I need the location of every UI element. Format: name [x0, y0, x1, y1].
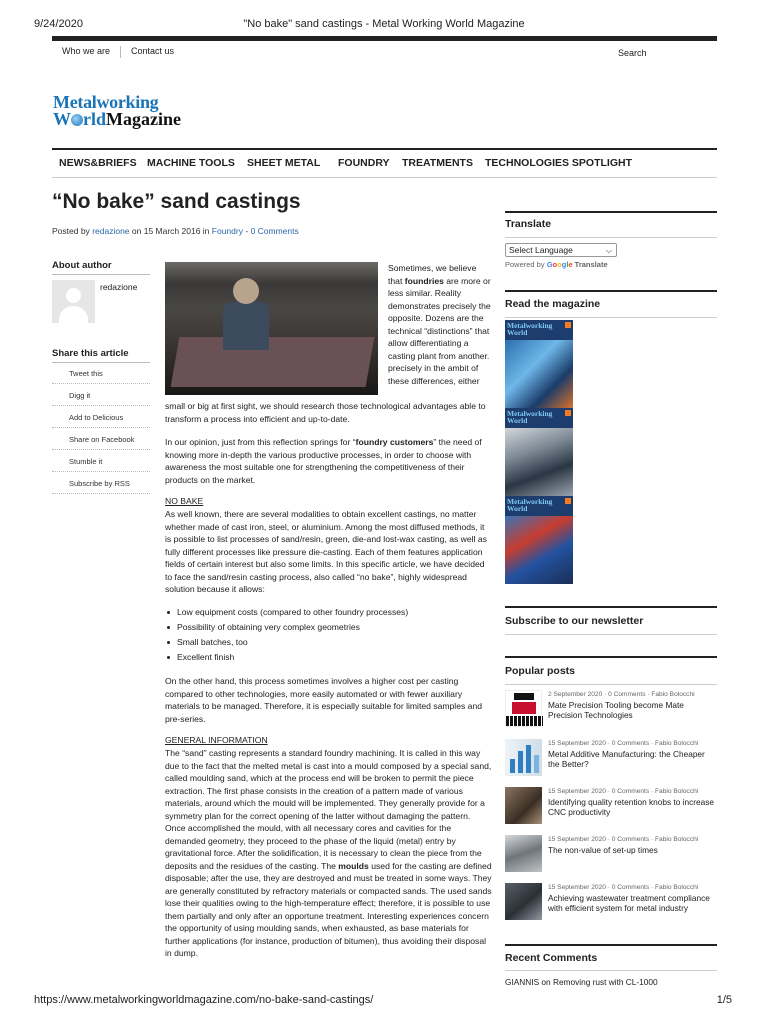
magazine-cover-3[interactable]: Metalworking World: [505, 496, 573, 584]
post-meta: 15 September 2020 · 0 Comments · Fabio Bolocchi: [548, 836, 699, 843]
powered-by-google: Powered by Google Translate: [505, 260, 608, 269]
print-page-number: 1/5: [716, 994, 732, 1006]
intro-text-continued: small or big at first sight, we should research those technological advantages able to transform a process into efficient and up-to-date.: [165, 401, 486, 424]
nav-foundry[interactable]: FOUNDRY: [338, 157, 390, 169]
nav-treatments[interactable]: TREATMENTS: [402, 157, 473, 169]
share-rss[interactable]: Subscribe by RSS: [52, 472, 150, 494]
article-photo: [165, 262, 378, 395]
post-title[interactable]: Mate Precision Tooling become Mate Precision Technologies: [548, 700, 684, 720]
article-title: “No bake” sand castings: [52, 190, 301, 213]
magazine-heading: Read the magazine: [505, 298, 601, 310]
popular-post-5[interactable]: [505, 883, 717, 921]
magazine-cover-2[interactable]: Metalworking World: [505, 408, 573, 496]
post-thumbnail: [505, 883, 542, 920]
popular-top-bar: [505, 656, 717, 658]
advantages-list: [165, 607, 492, 667]
print-title: "No bake" sand castings - Metal Working World Magazine: [243, 18, 525, 30]
byline-category-link[interactable]: Foundry: [211, 226, 243, 236]
recent-top-bar: [505, 944, 717, 946]
popular-heading: Popular posts: [505, 665, 576, 677]
share-facebook[interactable]: Share on Facebook: [52, 428, 150, 450]
recent-comment-item[interactable]: GIANNIS on Removing rust with CL-1000: [505, 977, 658, 987]
share-tweet[interactable]: Tweet this: [52, 362, 150, 384]
logo-line2: W rldMagazine: [53, 109, 181, 129]
newsletter-top-bar: [505, 606, 717, 608]
translate-heading: Translate: [505, 218, 552, 230]
share-list: [52, 362, 150, 494]
recent-divider: [505, 970, 717, 971]
print-url: https://www.metalworkingworldmagazine.com/no-bake-sand-castings/: [34, 994, 374, 1006]
magazine-top-bar: [505, 290, 717, 292]
topnav-contact-us[interactable]: Contact us: [131, 46, 175, 56]
popular-post-3[interactable]: [505, 787, 717, 825]
mainnav-bottom-border: [52, 177, 717, 178]
popular-post-4[interactable]: [505, 835, 717, 873]
post-meta: 15 September 2020 · 0 Comments · Fabio Bolocchi: [548, 740, 699, 747]
newsletter-divider: [505, 634, 717, 635]
post-thumbnail: [505, 787, 542, 824]
recent-comments-heading: Recent Comments: [505, 952, 598, 964]
general-information-paragraph: The “sand” casting represents a standard foundry machining. It is called in this way due to the fact that the melted metal is cast into a mould composed by a special sand, called moulding sand, which at the process end will be broken to permit the piece extraction. The first phase consists in the creation of a pattern made of various materials, around which the mould will be implemented. They generally provide for a symmetry plan for the correct opening of the latter without damaging the pattern. Once accomplished the mould, with all necessary cores and cavities for the demanded geometry, they proceed to the phase of the liquid (metal) entry by gravitational force. After the solidification, it is necessary to clean the piece from the deposits and the residues of the casting. The moulds used for the casting are defined disposable; after the use, they are destroyed and must be treated in some ways. They are generally constituted by refractory materials or compacted sands. The used sands lose their qualities owing to the high-temperature effect; therefore, it is possible to use them partially and only after an opportune treatment. Interesting experiences concern the opportunity of using moulding sands, when exhausted, as base materials for further applications (for instance, production of bitumen), thus avoiding their disposal in dump.: [165, 748, 492, 958]
newsletter-heading[interactable]: Subscribe to our newsletter: [505, 615, 644, 627]
popular-divider: [505, 684, 717, 685]
topnav-who-we-are[interactable]: Who we are: [62, 46, 111, 56]
post-meta: 2 September 2020 · 0 Comments · Fabio Bolocchi: [548, 691, 695, 698]
nav-machine-tools[interactable]: MACHINE TOOLS: [147, 157, 235, 169]
nobake-paragraph: As well known, there are several modalities to obtain excellent castings, no matter whether made of cast iron, steel, or aluminium. Among the most diffused methods, it is possible to list processes of sand/resin, green, die-and lost-wax casting, as well as fully different processes like pressure die-casting. Each of them features application fields of certain interest but also some limits. In this specific article, we have decided to face the sand/resin casting process, also called “no bake”, highly widespread solution because it allows:: [165, 509, 487, 594]
translate-divider: [505, 237, 717, 238]
print-date: 9/24/2020: [34, 18, 83, 30]
popular-post-1[interactable]: [505, 690, 717, 728]
share-digg[interactable]: Digg it: [52, 384, 150, 406]
share-delicious[interactable]: Add to Delicious: [52, 406, 150, 428]
mainnav-top-border: [52, 148, 717, 150]
translate-top-bar: [505, 211, 717, 213]
list-item: Low equipment costs (compared to other foundry processes): [165, 607, 492, 622]
topbar-line: [52, 36, 717, 41]
list-item: Excellent finish: [165, 652, 492, 667]
paragraph-costs: On the other hand, this process sometimes involves a higher cost per casting compared to other technologies, more easily automated or with fewer auxiliary materials to be managed. Therefore, it is especially suitable for limited samples and pre-series.: [165, 676, 483, 724]
byline-author-link[interactable]: redazione: [92, 226, 130, 236]
share-heading: Share this article: [52, 348, 129, 359]
intro-text: Sometimes, we believe that foundries are more or less similar. Reality demonstrates precisely the opposite. Dozens are the technical “distinctions” that allow differentiating a casting plant from another. precisely in the ambit of these differences, either: [388, 263, 491, 386]
post-thumbnail: [505, 739, 542, 776]
author-name[interactable]: redazione: [100, 282, 138, 292]
general-information-heading: GENERAL INFORMATION: [165, 735, 268, 745]
author-avatar: [52, 280, 95, 323]
magazine-divider: [505, 317, 717, 318]
top-nav: [52, 46, 184, 58]
post-thumbnail: [505, 690, 542, 727]
language-select[interactable]: Select Language ⌵: [505, 243, 617, 257]
nav-sheet-metal[interactable]: SHEET METAL: [247, 157, 321, 169]
logo-line1: Metalworking: [53, 92, 159, 112]
search-link[interactable]: Search: [618, 48, 647, 58]
nav-news-briefs[interactable]: NEWS&BRIEFS: [59, 157, 137, 169]
post-meta: 15 September 2020 · 0 Comments · Fabio Bolocchi: [548, 884, 699, 891]
list-item: Possibility of obtaining very complex geometries: [165, 622, 492, 637]
translate-link[interactable]: Translate: [572, 260, 608, 269]
site-logo[interactable]: [53, 94, 198, 128]
post-title[interactable]: Metal Additive Manufacturing: the Cheaper the Better?: [548, 749, 705, 769]
share-stumble[interactable]: Stumble it: [52, 450, 150, 472]
post-thumbnail: [505, 835, 542, 872]
magazine-cover-1[interactable]: Metalworking World: [505, 320, 573, 408]
popular-post-2[interactable]: [505, 739, 717, 777]
post-meta: 15 September 2020 · 0 Comments · Fabio Bolocchi: [548, 788, 699, 795]
article-byline: Posted by redazione on 15 March 2016 in Foundry - 0 Comments: [52, 226, 299, 236]
chevron-down-icon: ⌵: [605, 246, 612, 255]
list-item: Small batches, too: [165, 637, 492, 652]
about-author-heading: About author: [52, 260, 112, 271]
byline-comments-link[interactable]: 0 Comments: [250, 226, 299, 236]
nav-technologies-spotlight[interactable]: TECHNOLOGIES SPOTLIGHT: [485, 157, 633, 169]
nobake-heading: NO BAKE: [165, 496, 204, 506]
paragraph-foundry-customers: In our opinion, just from this reflection springs for “foundry customers” the need of knowing more in-depth the various productive processes, in order to choose with awareness the most suitable one for strengthening the competitiveness of their products on the market.: [165, 437, 482, 485]
post-title[interactable]: Identifying quality retention knobs to increase CNC productivity: [548, 797, 715, 817]
post-title[interactable]: The non-value of set-up times: [548, 845, 658, 855]
about-divider: [52, 274, 150, 275]
globe-icon: [71, 114, 83, 126]
post-title[interactable]: Achieving wastewater treatment compliance with efficient system for metal industry: [548, 893, 710, 913]
